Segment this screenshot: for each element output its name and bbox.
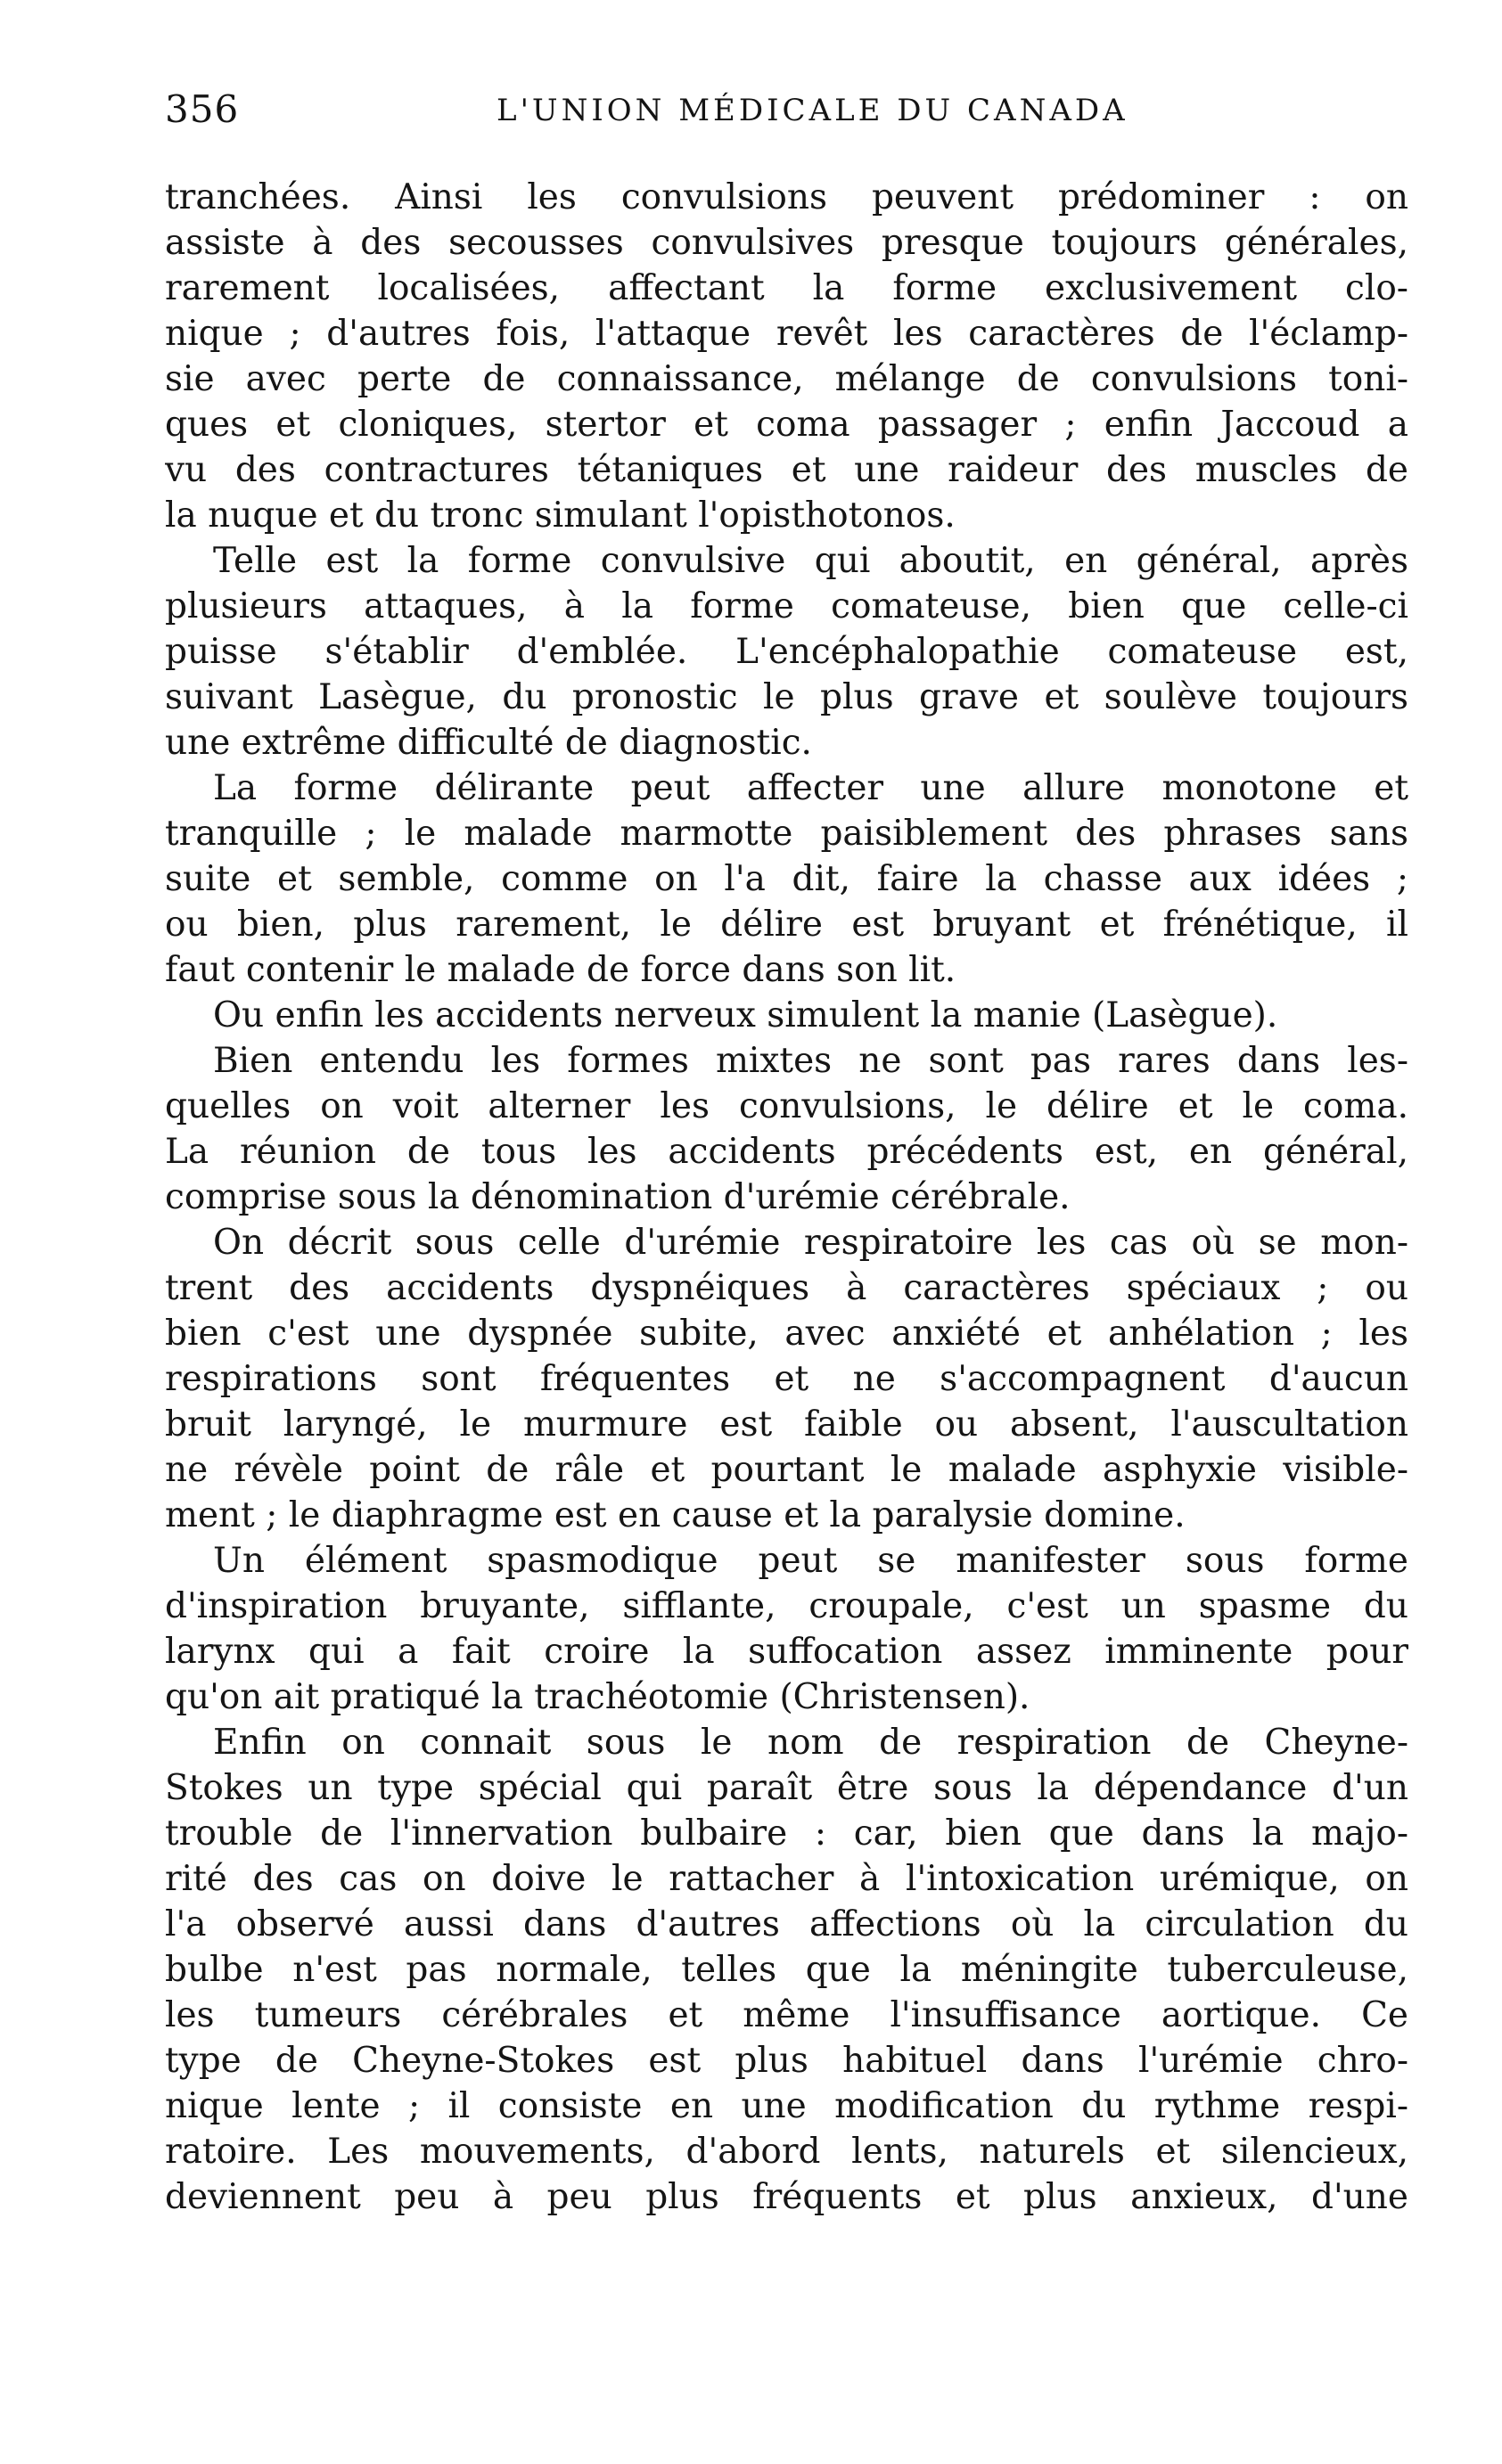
- text-line: d'inspiration bruyante, sifflante, croupale, c'est un spasme du: [165, 1586, 1408, 1626]
- text-line: sie avec perte de connaissance, mélange de convulsions toni-: [165, 359, 1408, 399]
- text-line: Telle est la forme convulsive qui aboutit, en général, après: [213, 541, 1408, 581]
- text-line: Bien entendu les formes mixtes ne sont pas rares dans les-: [213, 1041, 1408, 1081]
- text-line: tranchées. Ainsi les convulsions peuvent prédominer : on: [165, 177, 1408, 217]
- text-line: bien c'est une dyspnée subite, avec anxiété et anhélation ; les: [165, 1314, 1408, 1354]
- text-line: bruit laryngé, le murmure est faible ou absent, l'auscultation: [165, 1404, 1408, 1445]
- text-line: vu des contractures tétaniques et une raideur des muscles de: [165, 450, 1408, 490]
- text-line: Enfin on connait sous le nom de respiration de Cheyne-: [213, 1723, 1408, 1763]
- text-line: respirations sont fréquentes et ne s'accompagnent d'aucun: [165, 1359, 1408, 1399]
- text-line: trent des accidents dyspnéiques à caractères spéciaux ; ou: [165, 1268, 1408, 1308]
- body-text: [165, 175, 1408, 2220]
- text-line: rarement localisées, affectant la forme exclusivement clo-: [165, 268, 1408, 308]
- text-line: les tumeurs cérébrales et même l'insuffisance aortique. Ce: [165, 1995, 1408, 2035]
- text-line: nique ; d'autres fois, l'attaque revêt les caractères de l'éclamp-: [165, 314, 1408, 354]
- text-line: ou bien, plus rarement, le délire est bruyant et frénétique, il: [165, 905, 1408, 945]
- text-line: tranquille ; le malade marmotte paisiblement des phrases sans: [165, 814, 1408, 854]
- text-line: comprise sous la dénomination d'urémie cérébrale.: [165, 1177, 1071, 1217]
- page-number: 356: [165, 87, 240, 131]
- text-line: On décrit sous celle d'urémie respiratoire les cas où se mon-: [213, 1223, 1408, 1263]
- text-line: ment ; le diaphragme est en cause et la paralysie domine.: [165, 1495, 1186, 1535]
- text-line: quelles on voit alterner les convulsions, le délire et le coma.: [165, 1086, 1408, 1126]
- text-line: suite et semble, comme on l'a dit, faire la chasse aux idées ;: [165, 859, 1408, 899]
- text-line: suivant Lasègue, du pronostic le plus grave et soulève toujours: [165, 677, 1408, 717]
- text-line: la nuque et du tronc simulant l'opisthotonos.: [165, 495, 956, 536]
- page-header: [165, 87, 1408, 150]
- text-line: qu'on ait pratiqué la trachéotomie (Christensen).: [165, 1677, 1030, 1717]
- text-line: une extrême difficulté de diagnostic.: [165, 723, 812, 763]
- text-line: Stokes un type spécial qui paraît être sous la dépendance d'un: [165, 1768, 1408, 1808]
- text-line: bulbe n'est pas normale, telles que la méningite tuberculeuse,: [165, 1950, 1408, 1990]
- text-line: type de Cheyne-Stokes est plus habituel dans l'urémie chro-: [165, 2041, 1408, 2081]
- text-line: plusieurs attaques, à la forme comateuse, bien que celle-ci: [165, 586, 1408, 626]
- running-title: L'UNION MÉDICALE DU CANADA: [497, 93, 1129, 128]
- text-line: faut contenir le malade de force dans son lit.: [165, 950, 956, 990]
- text-line: Un élément spasmodique peut se manifester sous forme: [213, 1541, 1408, 1581]
- text-line: La réunion de tous les accidents précédents est, en général,: [165, 1132, 1408, 1172]
- text-line: ratoire. Les mouvements, d'abord lents, naturels et silencieux,: [165, 2132, 1408, 2172]
- text-line: ques et cloniques, stertor et coma passager ; enfin Jaccoud a: [165, 405, 1408, 445]
- text-line: larynx qui a fait croire la suffocation assez imminente pour: [165, 1632, 1408, 1672]
- text-line: ne révèle point de râle et pourtant le malade asphyxie visible-: [165, 1450, 1408, 1490]
- text-line: l'a observé aussi dans d'autres affections où la circulation du: [165, 1904, 1408, 1944]
- text-line: puisse s'établir d'emblée. L'encéphalopathie comateuse est,: [165, 632, 1408, 672]
- text-line: trouble de l'innervation bulbaire : car, bien que dans la majo-: [165, 1813, 1408, 1854]
- text-line: deviennent peu à peu plus fréquents et plus anxieux, d'une: [165, 2177, 1408, 2217]
- text-line: rité des cas on doive le rattacher à l'intoxication urémique, on: [165, 1859, 1408, 1899]
- text-line: Ou enfin les accidents nerveux simulent la manie (Lasègue).: [213, 995, 1278, 1036]
- text-line: nique lente ; il consiste en une modification du rythme respi-: [165, 2086, 1408, 2126]
- text-line: assiste à des secousses convulsives presque toujours générales,: [165, 223, 1408, 263]
- text-line: La forme délirante peut affecter une allure monotone et: [213, 768, 1408, 808]
